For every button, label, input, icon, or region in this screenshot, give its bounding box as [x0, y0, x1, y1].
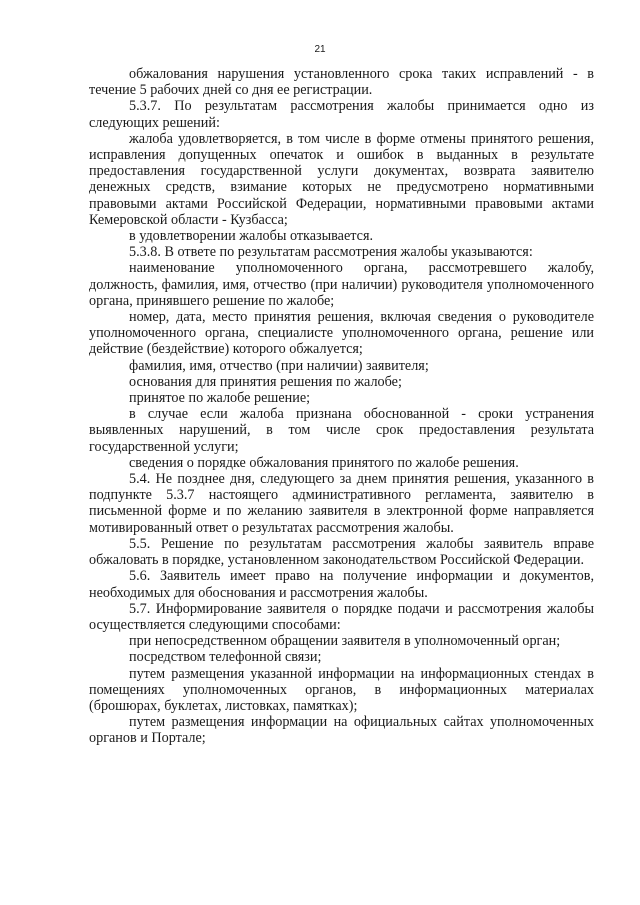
paragraph-decision-grounds: основания для принятия решения по жалобе; — [129, 373, 402, 390]
paragraph-5-3-7: 5.3.7. По результатам рассмотрения жалобы принимается одно из следующих решений: — [89, 98, 594, 131]
paragraph-info-stands: путем размещения указанной информации на информационных стендах в помещениях уполномоченных органов, в информационных материалах (брошюрах, буклетах, листовках, памятках); — [89, 665, 594, 714]
paragraph-complaint-satisfied: жалоба удовлетворяется, в том числе в форме отмены принятого решения, исправления допущенных опечаток и ошибок в выданных в результате предоставления государственной услуги документах, возврата заявителю денежных средств, взимание которых не предусмотрено нормативными правовыми актами Российской Федерации, нормативными правовыми актами Кемеровской области - Кузбасса; — [89, 130, 594, 228]
paragraph-applicant-name: фамилия, имя, отчество (при наличии) заявителя; — [129, 357, 429, 374]
paragraph-authority-name: наименование уполномоченного органа, рассмотревшего жалобу, должность, фамилия, имя, отчество (при наличии) руководителя уполномоченного органа, принявшего решение по жалобе; — [89, 260, 594, 309]
paragraph-5-6: 5.6. Заявитель имеет право на получение информации и документов, необходимых для обоснования и рассмотрения жалобы. — [89, 568, 594, 601]
paragraph-direct-contact: при непосредственном обращении заявителя в уполномоченный орган; — [129, 633, 561, 650]
paragraph-5-7: 5.7. Информирование заявителя о порядке подачи и рассмотрения жалобы осуществляется следующими способами: — [89, 600, 594, 633]
paragraph-telephone: посредством телефонной связи; — [129, 649, 322, 666]
paragraph-complaint-rejected: в удовлетворении жалобы отказывается. — [129, 228, 374, 245]
document-body — [89, 66, 594, 747]
paragraph-violation-deadlines: в случае если жалоба признана обоснованной - сроки устранения выявленных нарушений, в том числе срок предоставления результата государственной услуги; — [89, 406, 594, 455]
paragraph-decision-number: номер, дата, место принятия решения, включая сведения о руководителе уполномоченного органа, специалисте уполномоченного органа, решение или действие (бездействие) которого обжалуется; — [89, 309, 594, 358]
page-number: 21 — [314, 44, 326, 55]
paragraph-appeal-procedure: сведения о порядке обжалования принятого по жалобе решения. — [129, 454, 519, 471]
paragraph-decision-taken: принятое по жалобе решение; — [129, 390, 311, 407]
paragraph-continuation: обжалования нарушения установленного срока таких исправлений - в течение 5 рабочих дней со дня ее регистрации. — [89, 66, 594, 99]
paragraph-official-sites: путем размещения информации на официальных сайтах уполномоченных органов и Портале; — [89, 714, 594, 747]
paragraph-5-3-8: 5.3.8. В ответе по результатам рассмотрения жалобы указываются: — [129, 244, 533, 261]
paragraph-5-4: 5.4. Не позднее дня, следующего за днем принятия решения, указанного в подпункте 5.3.7 настоящего административного регламента, заявителю в письменной форме и по желанию заявителя в электронной форме направляется мотивированный ответ о результатах рассмотрения жалобы. — [89, 471, 594, 536]
paragraph-5-5: 5.5. Решение по результатам рассмотрения жалобы заявитель вправе обжаловать в порядке, установленном законодательством Российской Федерации. — [89, 535, 594, 569]
